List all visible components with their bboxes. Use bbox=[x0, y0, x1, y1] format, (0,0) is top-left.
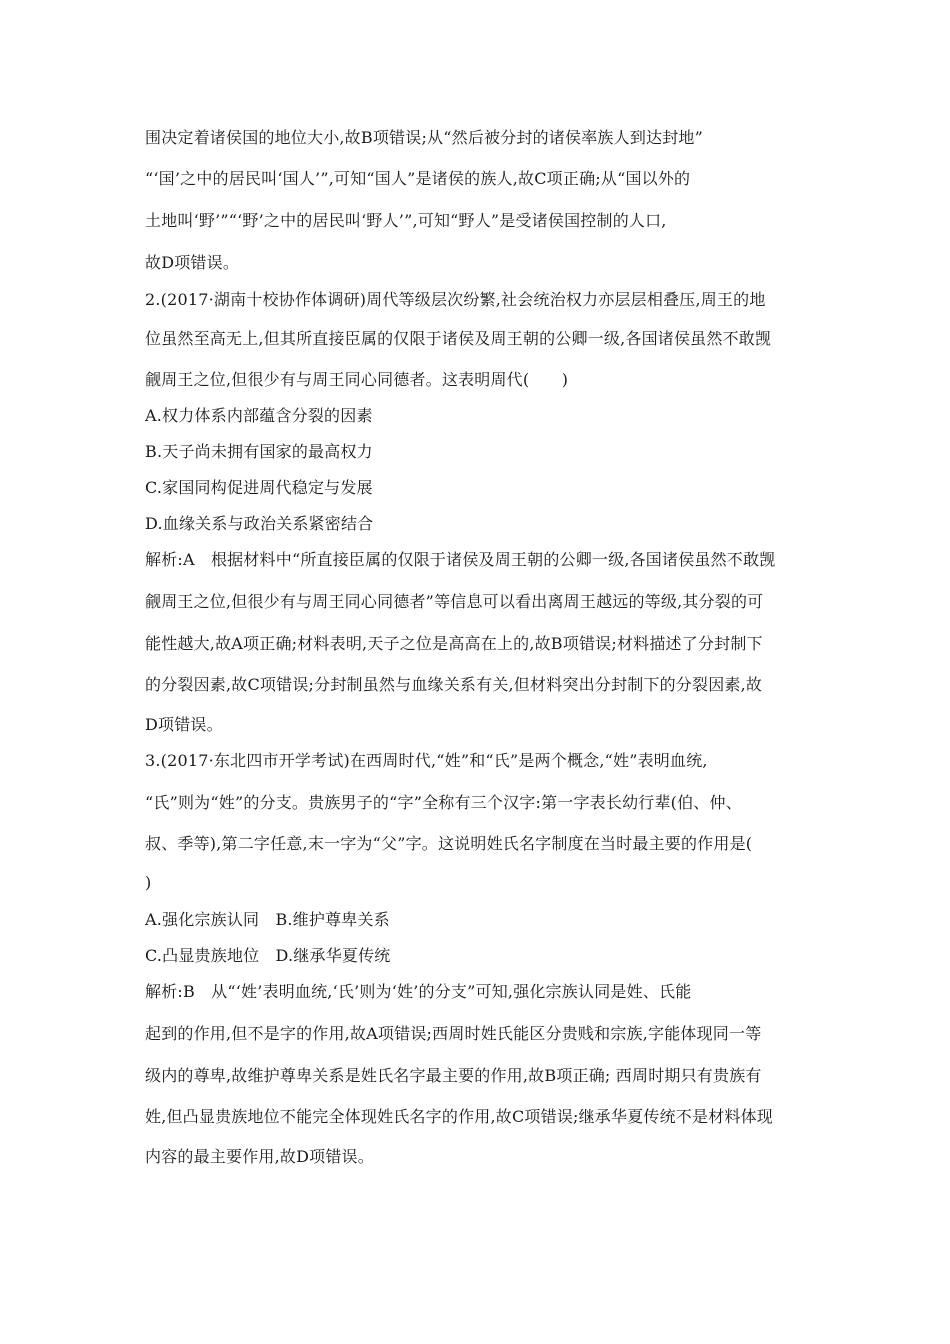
text-line: 姓,但凸显贵族地位不能完全体现姓氏名字的作用,故C项错误;继承华夏传统不是材料体现 bbox=[145, 1107, 774, 1126]
option-b: B.天子尚未拥有国家的最高权力 bbox=[145, 442, 373, 461]
text-line: “氏”则为“姓”的分支。贵族男子的“字”全称有三个汉字:第一字表长幼行辈(伯、仲、 bbox=[145, 793, 742, 812]
text-line: 级内的尊卑,故维护尊卑关系是姓氏名字最主要的作用,故B项正确; 西周时期只有贵族有 bbox=[145, 1066, 762, 1085]
text-line: 围决定着诸侯国的地位大小,故B项错误;从“然后被分封的诸侯率族人到达封地” bbox=[145, 128, 703, 147]
option-d: D.血缘关系与政治关系紧密结合 bbox=[145, 514, 374, 533]
text-line: 叔、季等),第二字任意,末一字为“父”字。这说明姓氏名字制度在当时最主要的作用是( bbox=[145, 834, 753, 853]
text-line: 位虽然至高无上,但其所直接臣属的仅限于诸侯及周王朝的公卿一级,各国诸侯虽然不敢觊 bbox=[145, 329, 772, 348]
text-line: 起到的作用,但不是字的作用,故A项错误;西周时姓氏能区分贵贱和宗族,字能体现同一等 bbox=[145, 1024, 762, 1043]
question-3-stem: 3.(2017·东北四市开学考试)在西周时代,“姓”和“氏”是两个概念,“姓”表明血统, bbox=[145, 751, 708, 770]
question-2-stem: 2.(2017·湖南十校协作体调研)周代等级层次纷繁,社会统治权力亦层层相叠压,周王的地 bbox=[145, 290, 766, 309]
text-line: 土地叫‘野’”“‘野’之中的居民叫‘野人’”,可知“野人”是受诸侯国控制的人口, bbox=[145, 211, 667, 230]
options-ab: A.强化宗族认同 B.维护尊卑关系 bbox=[145, 910, 390, 929]
option-a: A.权力体系内部蕴含分裂的因素 bbox=[145, 406, 373, 425]
text-line: 能性越大,故A项正确;材料表明,天子之位是高高在上的,故B项错误;材料描述了分封制下 bbox=[145, 634, 763, 653]
text-line: 内容的最主要作用,故D项错误。 bbox=[145, 1147, 374, 1166]
text-line: “‘国’之中的居民叫‘国人’”,可知“国人”是诸侯的族人,故C项正确;从“国以外的 bbox=[145, 169, 691, 188]
analysis-3: 解析:B 从“‘姓’表明血统,‘氏’则为‘姓’的分支”可知,强化宗族认同是姓、氏能 bbox=[145, 982, 692, 1001]
text-line: D项错误。 bbox=[145, 715, 223, 734]
analysis-2: 解析:A 根据材料中“所直接臣属的仅限于诸侯及周王朝的公卿一级,各国诸侯虽然不敢觊 bbox=[145, 550, 776, 569]
text-line: ) bbox=[145, 873, 152, 892]
text-line: 觎周王之位,但很少有与周王同心同德者”等信息可以看出离周王越远的等级,其分裂的可 bbox=[145, 592, 764, 611]
text-line: 的分裂因素,故C项错误;分封制虽然与血缘关系有关,但材料突出分封制下的分裂因素,故 bbox=[145, 675, 763, 694]
option-c: C.家国同构促进周代稳定与发展 bbox=[145, 478, 373, 497]
text-line: 觎周王之位,但很少有与周王同心同德者。这表明周代( ) bbox=[145, 370, 569, 389]
text-line: 故D项错误。 bbox=[145, 253, 240, 272]
options-cd: C.凸显贵族地位 D.继承华夏传统 bbox=[145, 946, 391, 965]
